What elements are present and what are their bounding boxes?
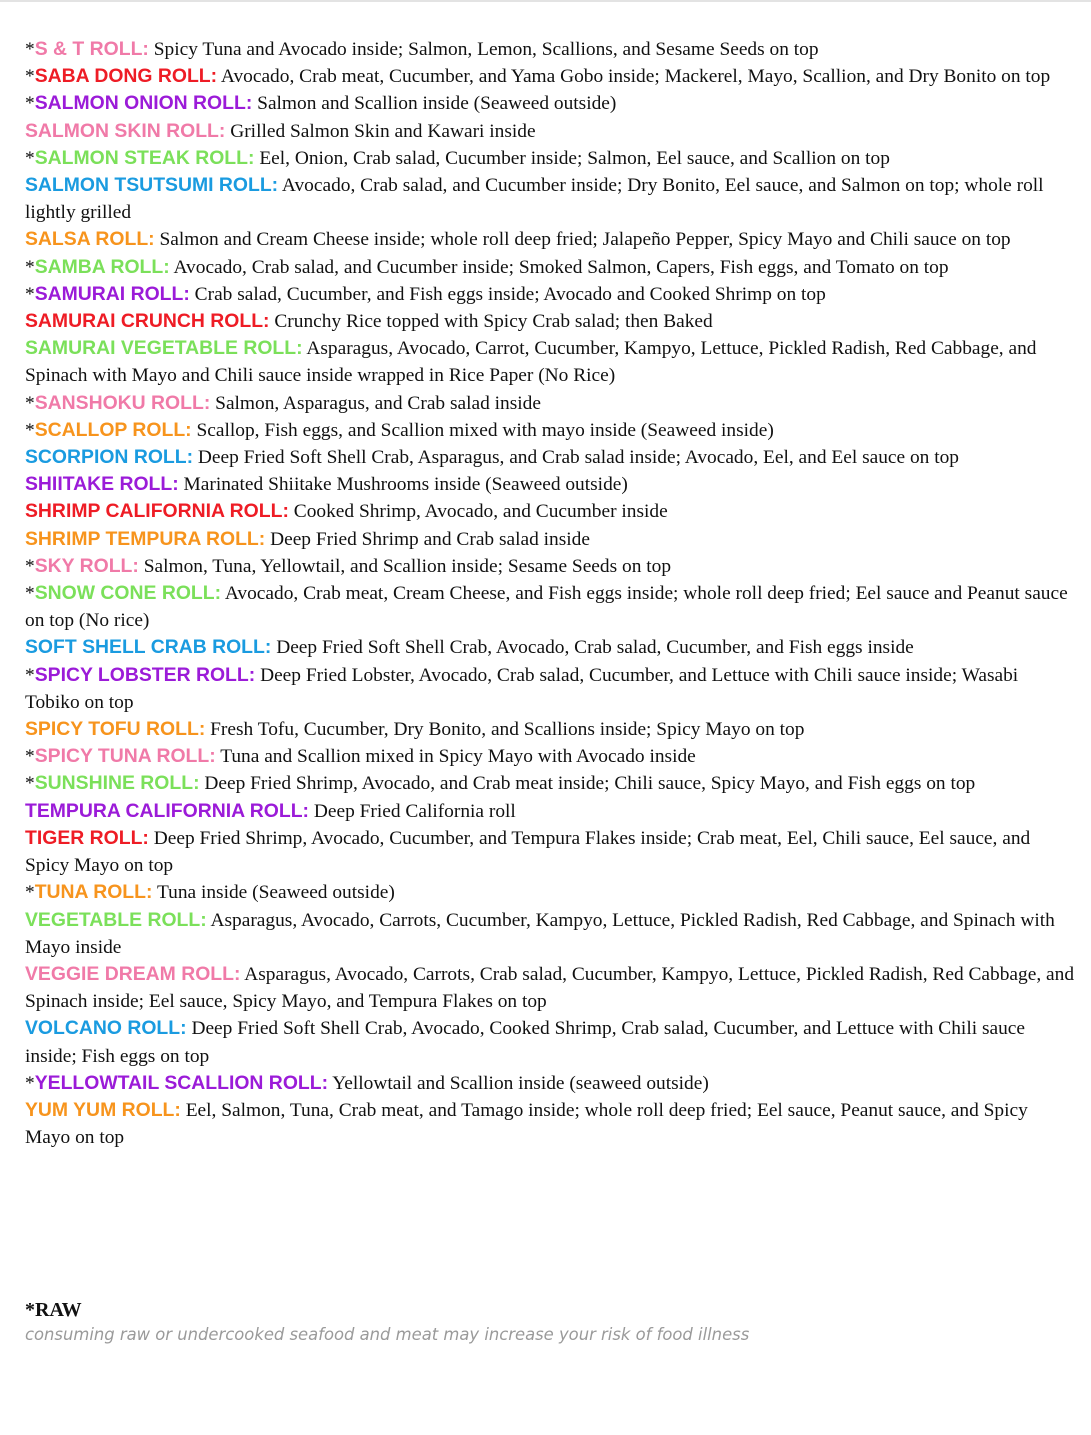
roll-description: Deep Fried Shrimp and Crab salad inside xyxy=(270,528,590,550)
roll-description: Fresh Tofu, Cucumber, Dry Bonito, and Scallions inside; Spicy Mayo on top xyxy=(210,719,805,741)
roll-name: SPICY LOBSTER ROLL: xyxy=(34,663,256,686)
roll-description: Cooked Shrimp, Avocado, and Cucumber inside xyxy=(293,501,668,523)
menu-item xyxy=(25,1097,1075,1151)
roll-description: Avocado, Crab meat, Cucumber, and Yama Gobo inside; Mackerel, Mayo, Scallion, and Dry Bonito on top xyxy=(220,66,1051,88)
roll-name: VEGETABLE ROLL: xyxy=(25,908,207,931)
roll-description: Asparagus, Avocado, Carrots, Cucumber, Kampyo, Lettuce, Pickled Radish, Red Cabbage, and Spinach with Mayo inside xyxy=(25,909,1055,958)
roll-description: Marinated Shiitake Mushrooms inside (Seaweed outside) xyxy=(183,474,628,496)
raw-marker: * xyxy=(25,256,35,278)
raw-legend-title: *RAW xyxy=(25,1299,82,1321)
menu-item xyxy=(25,1070,1075,1097)
roll-description: Deep Fried Lobster, Avocado, Crab salad, Cucumber, and Lettuce with Chili sauce inside; Wasabi Tobiko on top xyxy=(25,664,1019,713)
roll-name: SALMON TSUTSUMI ROLL: xyxy=(25,174,279,197)
roll-name: SUNSHINE ROLL: xyxy=(34,772,200,795)
roll-name: SALMON SKIN ROLL: xyxy=(25,119,226,142)
raw-marker: * xyxy=(25,773,35,795)
roll-name: SHRIMP CALIFORNIA ROLL: xyxy=(25,500,289,523)
roll-name: TEMPURA CALIFORNIA ROLL: xyxy=(25,799,310,822)
raw-marker: * xyxy=(25,882,35,904)
menu-item xyxy=(25,526,1075,553)
menu-item xyxy=(25,90,1075,117)
raw-marker: * xyxy=(25,664,35,686)
menu-item xyxy=(25,308,1075,335)
roll-menu-list xyxy=(25,36,1075,1151)
roll-description: Eel, Onion, Crab salad, Cucumber inside; Salmon, Eel sauce, and Scallion on top xyxy=(259,147,890,169)
roll-description: Yellowtail and Scallion inside (seaweed outside) xyxy=(332,1072,709,1094)
menu-item xyxy=(25,743,1075,770)
roll-name: SALMON STEAK ROLL: xyxy=(34,146,255,169)
menu-item xyxy=(25,281,1075,308)
raw-marker: * xyxy=(25,555,35,577)
raw-marker: * xyxy=(25,1072,35,1094)
roll-description: Deep Fried Soft Shell Crab, Asparagus, and Crab salad inside; Avocado, Eel, and Eel sauce on top xyxy=(197,447,960,469)
raw-marker: * xyxy=(25,283,35,305)
roll-description: Deep Fried Shrimp, Avocado, and Crab meat inside; Chili sauce, Spicy Mayo, and Fish eggs on top xyxy=(204,773,976,795)
roll-description: Grilled Salmon Skin and Kawari inside xyxy=(230,120,536,142)
menu-item xyxy=(25,417,1075,444)
roll-description: Scallop, Fish eggs, and Scallion mixed with mayo inside (Seaweed inside) xyxy=(196,419,774,441)
menu-item xyxy=(25,145,1075,172)
menu-item xyxy=(25,553,1075,580)
roll-name: SALSA ROLL: xyxy=(25,228,155,251)
roll-name: TIGER ROLL: xyxy=(25,826,149,849)
roll-name: TUNA ROLL: xyxy=(34,881,153,904)
raw-marker: * xyxy=(25,419,35,441)
roll-description: Deep Fried Soft Shell Crab, Avocado, Cooked Shrimp, Crab salad, Cucumber, and Lettuce with Chili sauce inside; Fish eggs on top xyxy=(25,1018,1026,1067)
roll-description: Crunchy Rice topped with Spicy Crab salad; then Baked xyxy=(274,311,713,333)
roll-description: Tuna and Scallion mixed in Spicy Mayo with Avocado inside xyxy=(220,746,696,768)
roll-name: SABA DONG ROLL: xyxy=(34,65,218,88)
roll-name: SPICY TUNA ROLL: xyxy=(34,745,216,768)
roll-description: Avocado, Crab salad, and Cucumber inside; Dry Bonito, Eel sauce, and Salmon on top; whole roll lightly grilled xyxy=(25,175,1044,224)
roll-description: Salmon and Cream Cheese inside; whole roll deep fried; Jalapeño Pepper, Spicy Mayo and Chili sauce on top xyxy=(159,229,1011,251)
menu-item xyxy=(25,498,1075,525)
roll-description: Deep Fried Soft Shell Crab, Avocado, Crab salad, Cucumber, and Fish eggs inside xyxy=(276,637,914,659)
menu-item xyxy=(25,716,1075,743)
roll-name: SHIITAKE ROLL: xyxy=(25,473,179,496)
roll-name: VEGGIE DREAM ROLL: xyxy=(25,962,241,985)
roll-description: Salmon and Scallion inside (Seaweed outside) xyxy=(257,93,617,115)
roll-name: SALMON ONION ROLL: xyxy=(34,92,253,115)
roll-name: SAMBA ROLL: xyxy=(34,255,170,278)
roll-description: Salmon, Asparagus, and Crab salad inside xyxy=(215,392,541,414)
menu-item xyxy=(25,226,1075,253)
roll-name: SCALLOP ROLL: xyxy=(34,418,192,441)
roll-description: Eel, Salmon, Tuna, Crab meat, and Tamago inside; whole roll deep fried; Eel sauce, Peanut sauce, and Spicy Mayo on top xyxy=(25,1099,1028,1149)
roll-name: SAMURAI VEGETABLE ROLL: xyxy=(25,337,303,360)
menu-item xyxy=(25,63,1075,90)
menu-item xyxy=(25,444,1075,471)
roll-name: SHRIMP TEMPURA ROLL: xyxy=(25,527,266,550)
menu-item xyxy=(25,36,1075,63)
menu-item xyxy=(25,634,1075,661)
raw-marker: * xyxy=(25,93,35,115)
roll-description: Deep Fried Shrimp, Avocado, Cucumber, and Tempura Flakes inside; Crab meat, Eel, Chili sauce, Eel sauce, and Spicy Mayo on top xyxy=(25,827,1031,877)
roll-name: YUM YUM ROLL: xyxy=(25,1098,181,1121)
menu-item xyxy=(25,390,1075,417)
raw-marker: * xyxy=(25,147,35,169)
roll-name: SAMURAI ROLL: xyxy=(34,282,190,305)
menu-item xyxy=(25,335,1075,389)
roll-name: VOLCANO ROLL: xyxy=(25,1017,187,1040)
raw-marker: * xyxy=(25,583,35,605)
top-divider xyxy=(0,0,1091,2)
roll-name: SOFT SHELL CRAB ROLL: xyxy=(25,636,272,659)
menu-item xyxy=(25,1015,1075,1069)
menu-item xyxy=(25,118,1075,145)
menu-item xyxy=(25,662,1075,716)
roll-description: Asparagus, Avocado, Carrot, Cucumber, Kampyo, Lettuce, Pickled Radish, Red Cabbage, and Spinach with Mayo and Chili sauce inside wrapped in Rice Paper (No Rice) xyxy=(25,338,1037,387)
roll-description: Tuna inside (Seaweed outside) xyxy=(156,882,395,904)
roll-name: SKY ROLL: xyxy=(34,554,139,577)
raw-legend xyxy=(25,1296,1075,1346)
roll-description: Spicy Tuna and Avocado inside; Salmon, Lemon, Scallions, and Sesame Seeds on top xyxy=(153,39,819,60)
menu-item xyxy=(25,825,1075,879)
menu-item xyxy=(25,961,1075,1015)
roll-name: SAMURAI CRUNCH ROLL: xyxy=(25,310,270,333)
raw-marker: * xyxy=(25,746,35,768)
roll-name: SPICY TOFU ROLL: xyxy=(25,718,206,741)
roll-name: S & T ROLL: xyxy=(34,38,149,60)
roll-name: SANSHOKU ROLL: xyxy=(34,391,211,414)
raw-marker: * xyxy=(25,39,35,60)
menu-item xyxy=(25,907,1075,961)
roll-description: Salmon, Tuna, Yellowtail, and Scallion inside; Sesame Seeds on top xyxy=(143,555,672,577)
raw-marker: * xyxy=(25,392,35,414)
roll-description: Crab salad, Cucumber, and Fish eggs inside; Avocado and Cooked Shrimp on top xyxy=(194,283,826,305)
raw-warning-note: consuming raw or undercooked seafood and meat may increase your risk of food illness xyxy=(25,1325,750,1344)
roll-description: Asparagus, Avocado, Carrots, Crab salad, Cucumber, Kampyo, Lettuce, Pickled Radish, Red Cabbage, and Spinach inside; Eel sauce, Spicy Mayo, and Tempura Flakes on top xyxy=(25,963,1075,1013)
roll-name: SCORPION ROLL: xyxy=(25,446,194,469)
menu-item xyxy=(25,580,1075,634)
roll-description: Avocado, Crab meat, Cream Cheese, and Fish eggs inside; whole roll deep fried; Eel sauce and Peanut sauce on top (No rice) xyxy=(25,583,1068,632)
roll-name: SNOW CONE ROLL: xyxy=(34,582,222,605)
menu-item xyxy=(25,254,1075,281)
roll-name: YELLOWTAIL SCALLION ROLL: xyxy=(34,1071,329,1094)
raw-marker: * xyxy=(25,66,35,88)
roll-description: Avocado, Crab salad, and Cucumber inside; Smoked Salmon, Capers, Fish eggs, and Tomato on top xyxy=(173,256,949,278)
menu-item xyxy=(25,879,1075,906)
menu-item xyxy=(25,172,1075,226)
menu-item xyxy=(25,798,1075,825)
menu-item xyxy=(25,471,1075,498)
menu-item xyxy=(25,770,1075,797)
roll-description: Deep Fried California roll xyxy=(313,800,516,822)
